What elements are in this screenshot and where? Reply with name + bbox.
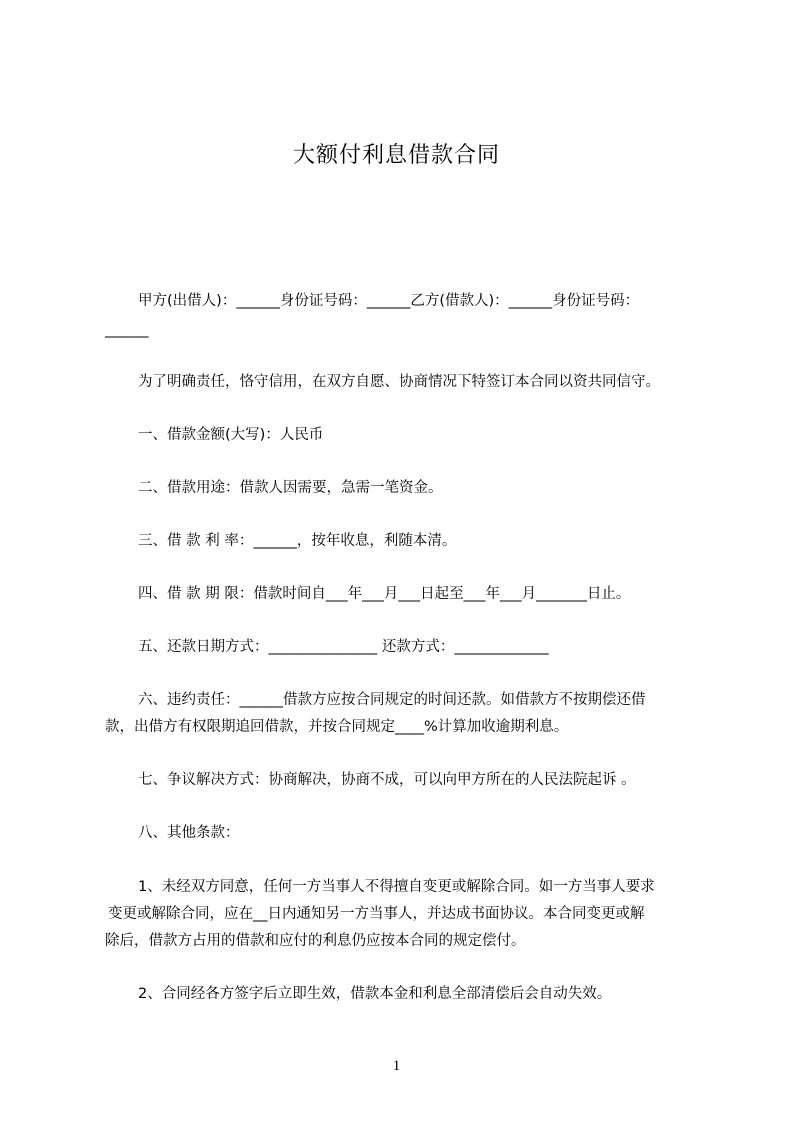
document-title: 大额付利息借款合同 (292, 143, 500, 168)
parties-line-1: 甲方(出借人)：______身份证号码：______乙方(借款人)：______身份证号码： (138, 293, 640, 309)
intro-paragraph: 为了明确责任，恪守信用，在双方自愿、协商情况下特签订本合同以资共同信守。 (138, 374, 660, 390)
other-term-1-line-1: 1、未经双方同意，任何一方当事人不得擅自变更或解除合同。如一方当事人要求 (138, 879, 655, 895)
other-term-1-line-3: 除后，借款方占用的借款和应付的利息仍应按本合同的规定偿付。 (105, 933, 526, 949)
parties-line-2: ______ (105, 322, 149, 338)
other-term-1-line-2: 变更或解除合同，应在__日内通知另一方当事人，并达成书面协议。本合同变更或解 (108, 906, 645, 922)
clause-2-purpose: 二、借款用途：借款人因需要，急需一笔资金。 (138, 480, 443, 496)
clause-7-dispute: 七、争议解决方式：协商解决，协商不成，可以向甲方所在的人民法院起诉 。 (138, 772, 636, 788)
clause-4-term: 四、借 款 期 限：借款时间自___年___月___日起至___年___月_______日止。 (138, 586, 631, 602)
clause-6-liability-line-2: 款，出借方有权限期追回借款，并按合同规定____%计算加收逾期利息。 (105, 719, 569, 735)
clause-5-repayment: 五、还款日期方式：_______________ 还款方式：_____________ (138, 639, 549, 655)
other-term-2: 2、合同经各方签字后立即生效，借款本金和利息全部清偿后会自动失效。 (138, 986, 612, 1002)
clause-1-amount: 一、借款金额(大写)：人民币 (138, 427, 324, 443)
clause-3-rate: 三、借 款 利 率：______，按年收息，利随本清。 (138, 533, 457, 549)
page-number: 1 (392, 1058, 401, 1074)
clause-6-liability-line-1: 六、违约责任：______借款方应按合同规定的时间还款。如借款方不按期偿还借 (138, 692, 646, 708)
clause-8-other: 八、其他条款： (138, 825, 240, 841)
